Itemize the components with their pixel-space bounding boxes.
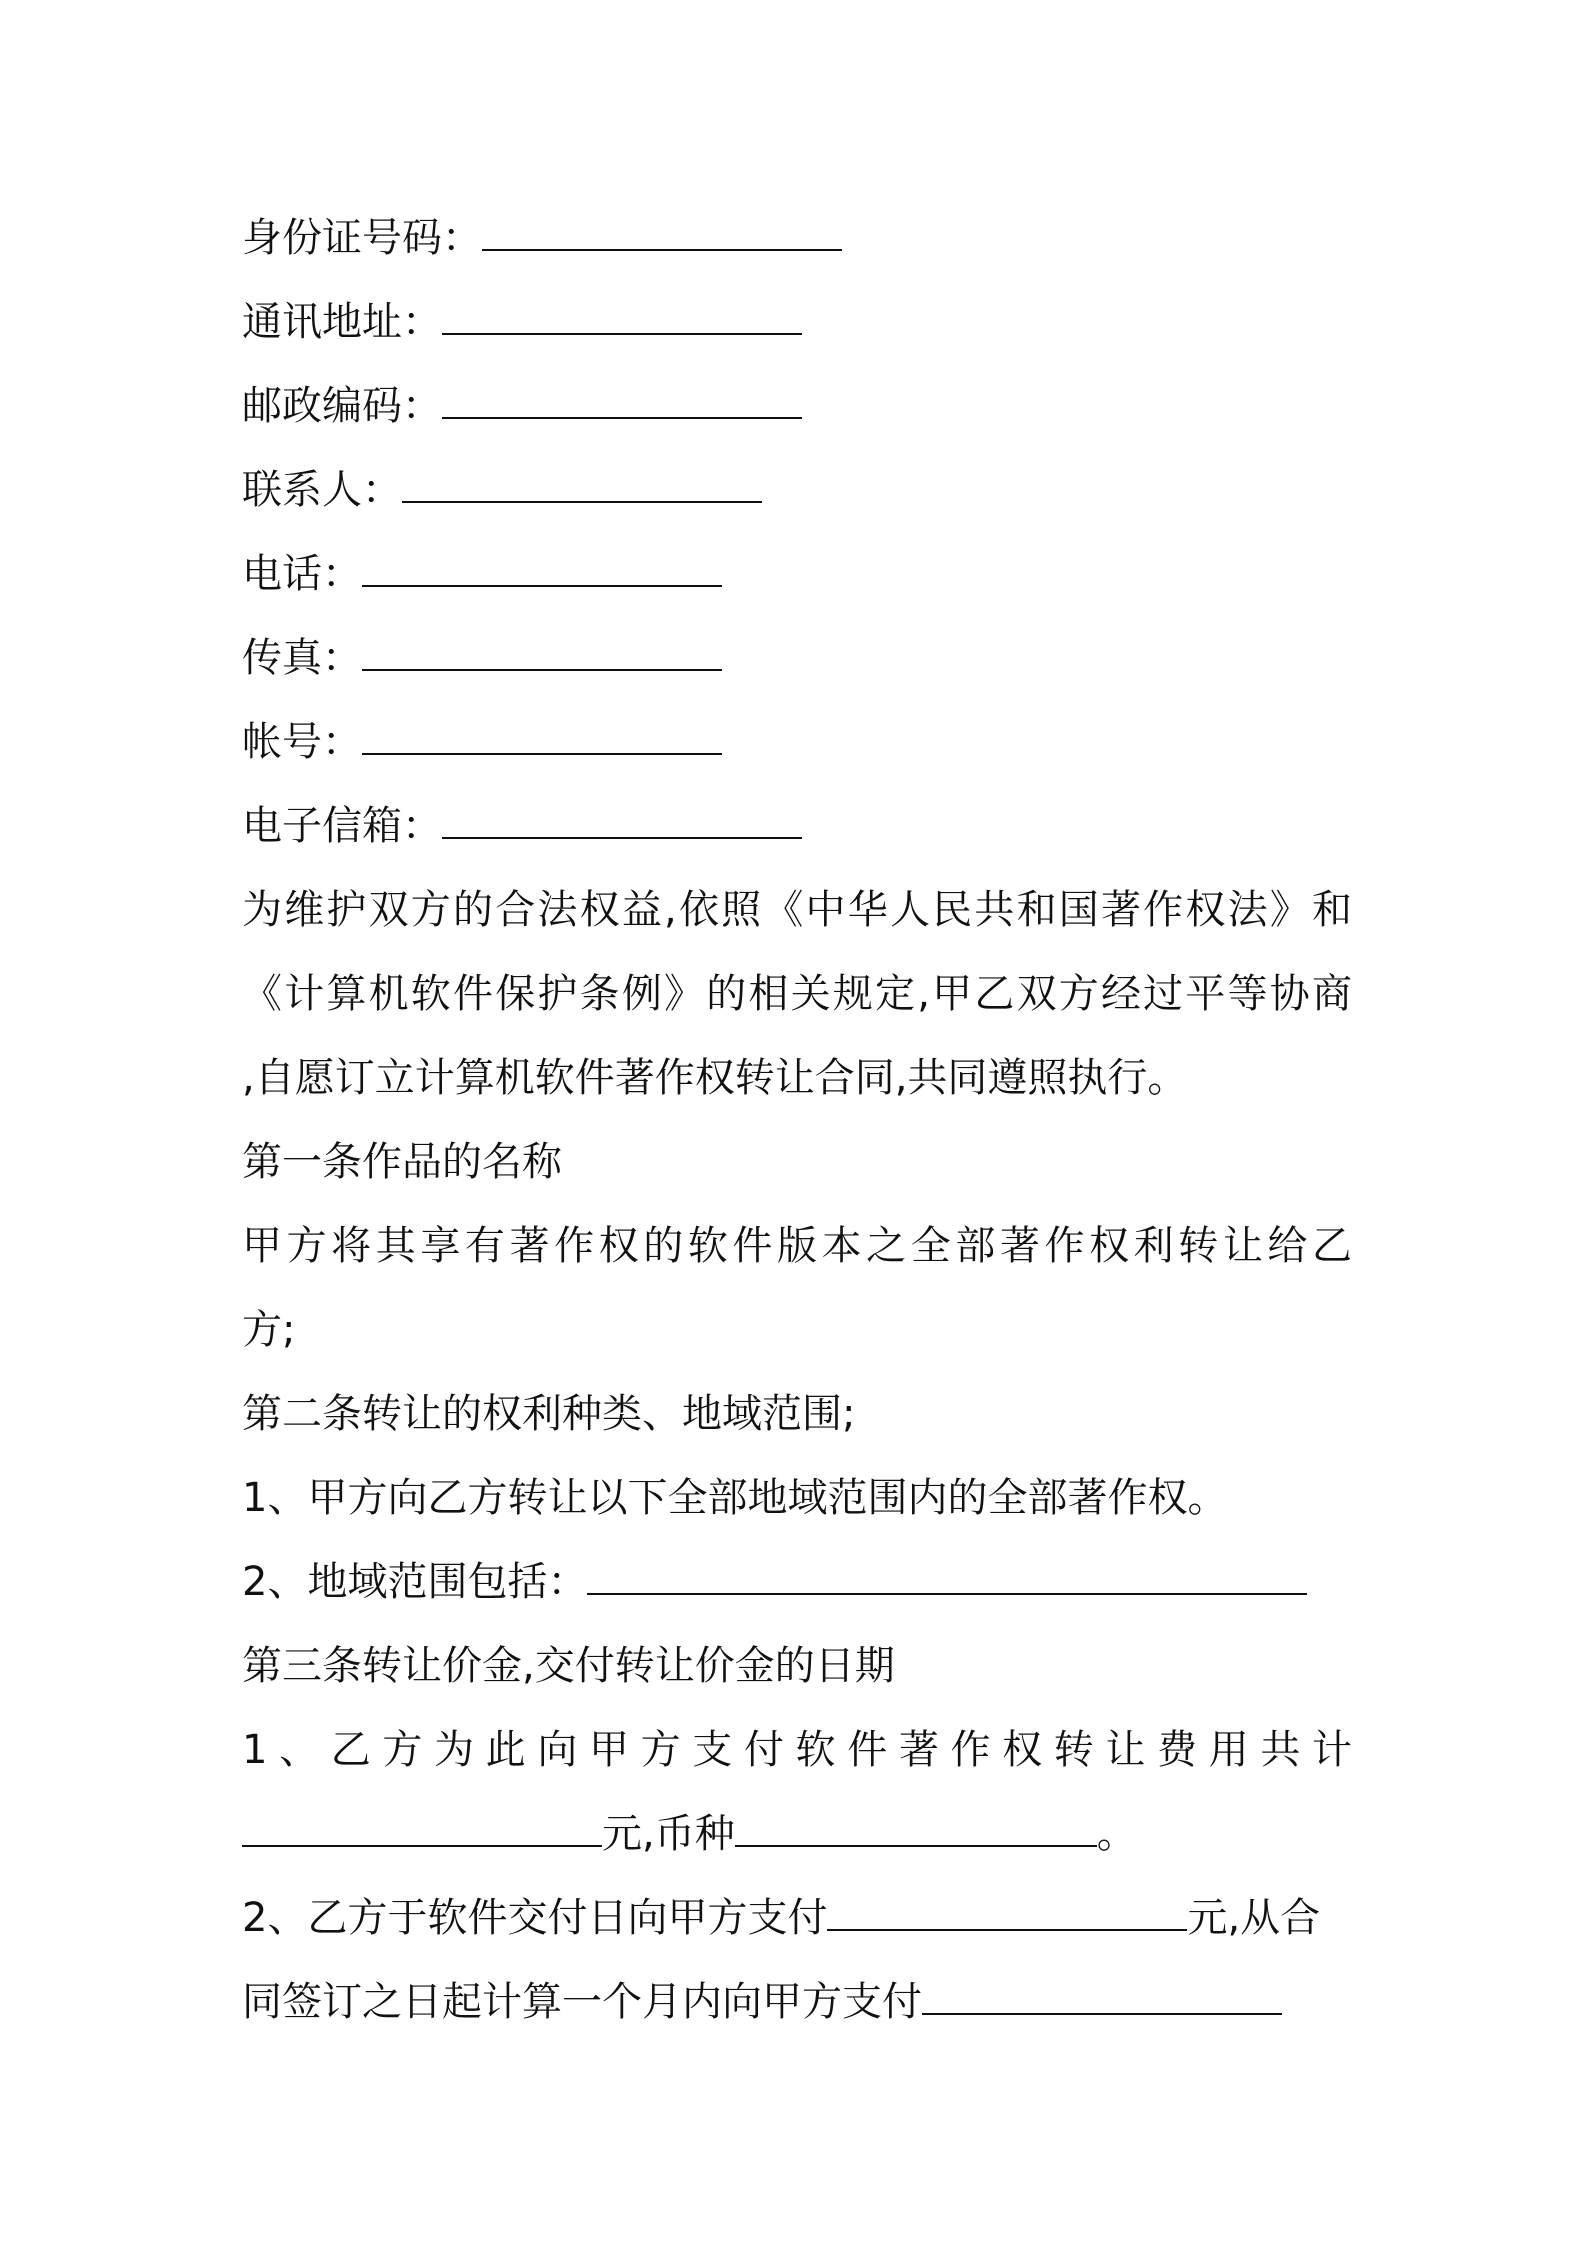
email-line <box>242 784 1352 868</box>
article-3-heading: 第三条转让价金,交付转让价金的日期 <box>242 1643 895 1689</box>
territory-label: 2、地域范围包括： <box>242 1559 588 1605</box>
preamble-line-3: ,自愿订立计算机软件著作权转让合同,共同遵照执行。 <box>242 1055 1188 1101</box>
fee-line-end: 。 <box>1096 1811 1137 1857</box>
phone-label: 电话： <box>242 551 362 597</box>
fax-line <box>242 616 1352 700</box>
id-number-line <box>242 196 1352 280</box>
address-line <box>242 280 1352 364</box>
postal-code-label: 邮政编码： <box>242 383 442 429</box>
phone-blank[interactable] <box>362 551 722 587</box>
account-label: 帐号： <box>242 719 362 765</box>
id-number-blank[interactable] <box>482 215 842 251</box>
account-blank[interactable] <box>362 719 722 755</box>
article-3-item-2 <box>242 1876 1352 1960</box>
address-blank[interactable] <box>442 299 802 335</box>
id-number-label: 身份证号码： <box>242 215 482 261</box>
article-2-item-1: 1、甲方向乙方转让以下全部地域范围内的全部著作权。 <box>242 1475 1228 1521</box>
article-3-item-1: 1、乙方为此向甲方支付软件著作权转让费用共计 <box>242 1727 1352 1773</box>
article-1-heading: 第一条作品的名称 <box>242 1139 562 1185</box>
fax-blank[interactable] <box>362 635 722 671</box>
email-label: 电子信箱： <box>242 803 442 849</box>
fee-amount-line <box>242 1792 1352 1876</box>
currency-blank[interactable] <box>735 1811 1097 1847</box>
contact-person-blank[interactable] <box>402 467 762 503</box>
article-2-item-2 <box>242 1540 1352 1624</box>
preamble-line-2: 《计算机软件保护条例》的相关规定,甲乙双方经过平等协商 <box>242 971 1352 1017</box>
phone-line <box>242 532 1352 616</box>
account-line <box>242 700 1352 784</box>
monthly-payment-label: 同签订之日起计算一个月内向甲方支付 <box>242 1979 922 2025</box>
fee-amount-blank[interactable] <box>242 1811 602 1847</box>
delivery-payment-blank[interactable] <box>827 1895 1187 1931</box>
article-2-heading: 第二条转让的权利种类、地域范围; <box>242 1391 856 1437</box>
contact-person-line <box>242 448 1352 532</box>
postal-code-line <box>242 364 1352 448</box>
delivery-payment-label: 2、乙方于软件交付日向甲方支付 <box>242 1895 828 1941</box>
article-1-text-2: 方; <box>242 1307 296 1353</box>
preamble-line-1: 为维护双方的合法权益,依照《中华人民共和国著作权法》和 <box>242 887 1352 933</box>
monthly-payment-blank[interactable] <box>922 1979 1282 2015</box>
fax-label: 传真： <box>242 635 362 681</box>
delivery-payment-unit: 元,从合 <box>1187 1895 1321 1941</box>
monthly-payment-line <box>242 1960 1352 2044</box>
territory-blank[interactable] <box>587 1559 1307 1595</box>
contract-body <box>242 196 1352 2044</box>
postal-code-blank[interactable] <box>442 383 802 419</box>
contact-person-label: 联系人： <box>242 467 402 513</box>
article-1-text-1: 甲方将其享有著作权的软件版本之全部著作权利转让给乙 <box>242 1223 1352 1269</box>
address-label: 通讯地址： <box>242 299 442 345</box>
currency-label: 元,币种 <box>602 1811 735 1857</box>
email-blank[interactable] <box>442 803 802 839</box>
